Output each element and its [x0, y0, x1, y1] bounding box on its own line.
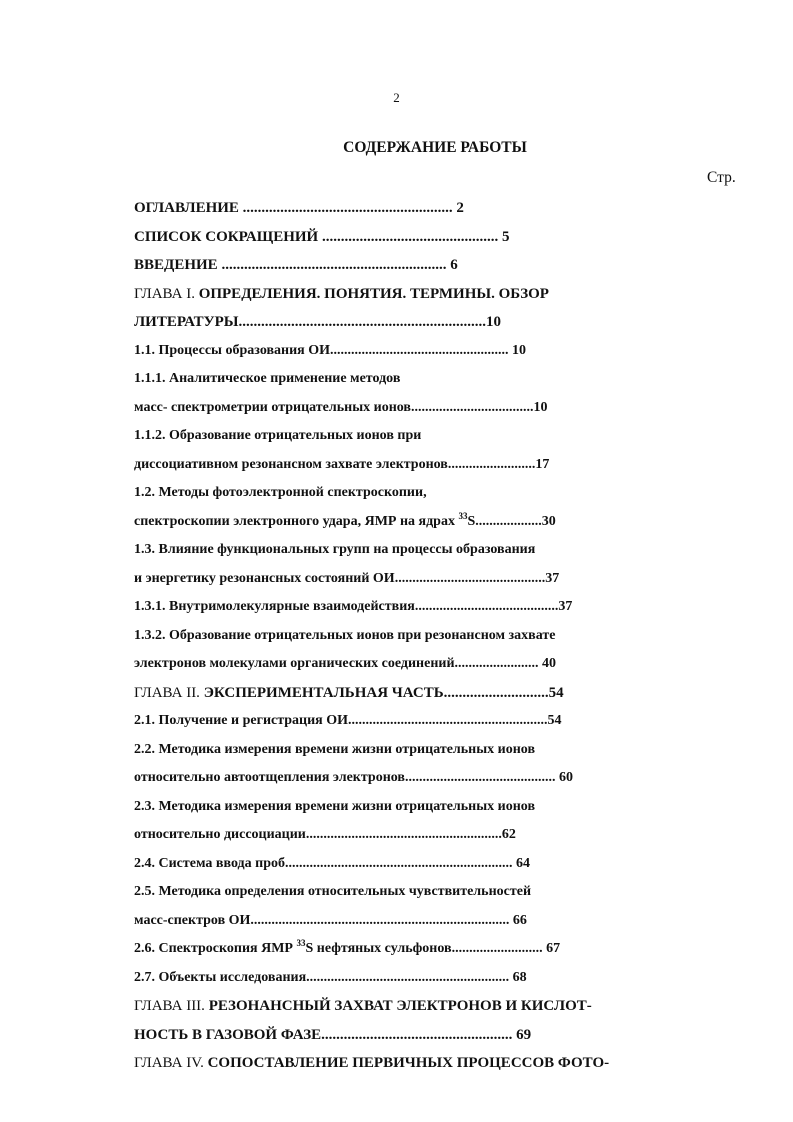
toc-entry-title: электронов молекулами органических соединений — [134, 656, 455, 671]
toc-entry-title: 1.3.2. Образование отрицательных ионов при резонансном захвате — [134, 627, 556, 643]
toc-entry-title: СОПОСТАВЛЕНИЕ ПЕРВИЧНЫХ ПРОЦЕССОВ ФОТО- — [207, 1055, 610, 1071]
toc-leader-dots: ............................................... — [321, 228, 499, 245]
toc-entry — [134, 422, 694, 451]
toc-page-number: 37 — [558, 599, 573, 614]
toc-leader-dots: ................................................... — [321, 1026, 513, 1043]
toc-entry-title: и энергетику резонансных состояний ОИ — [134, 570, 395, 586]
toc-entry-title: 1.1.2. Образование отрицательных ионов при — [134, 428, 422, 443]
toc-chapter-prefix: ГЛАВА II. — [134, 684, 204, 701]
toc-page-number: 10 — [533, 399, 548, 415]
toc-entry — [134, 337, 694, 366]
toc-superscript: 33 — [296, 938, 306, 948]
toc-entry — [134, 479, 694, 508]
toc-leader-dots: ................................................................. — [284, 855, 513, 871]
toc-entry — [134, 1021, 694, 1050]
toc-entry — [134, 764, 694, 793]
toc-page-number: 66 — [509, 912, 527, 928]
toc-entry — [134, 650, 694, 679]
toc-entry-title: РЕЗОНАНСНЫЙ ЗАХВАТ ЭЛЕКТРОНОВ И КИСЛОТ- — [208, 998, 592, 1014]
toc-page-number: 60 — [555, 770, 573, 785]
toc-entry-title: относительно автоотщепления электронов — [134, 770, 405, 785]
toc-entry — [134, 850, 694, 879]
toc-entry — [134, 251, 694, 280]
toc-entry — [134, 223, 694, 252]
toc-superscript: 33 — [458, 510, 468, 521]
toc-entry-title-cont: S нефтяных сульфонов — [305, 941, 452, 956]
toc-leader-dots: ........................................... — [394, 570, 546, 586]
toc-entry-title: 1.3. Влияние функциональных групп на процессы образования — [134, 542, 536, 557]
toc-leader-dots: .......................................................... — [306, 969, 510, 985]
toc-leader-dots: ......................... — [447, 456, 536, 472]
toc-page-number: 17 — [535, 456, 550, 472]
toc-entry-title: НОСТЬ В ГАЗОВОЙ ФАЗЕ — [134, 1026, 322, 1043]
toc-entry — [134, 707, 694, 736]
toc-entry-title: относительно диссоциации — [134, 827, 306, 842]
toc-leader-dots: ........................ — [454, 656, 539, 671]
toc-page-number: 37 — [545, 570, 560, 586]
toc-entry — [134, 508, 694, 537]
toc-entry — [134, 736, 694, 765]
toc-entry — [134, 451, 694, 480]
toc-entry-title: 1.3.1. Внутримолекулярные взаимодействия — [134, 599, 415, 614]
toc-page-number: 64 — [512, 855, 530, 871]
toc-chapter-heading — [134, 992, 694, 1021]
toc-page-number: 54 — [547, 713, 562, 728]
toc-entry — [134, 821, 694, 850]
toc-leader-dots: ................... — [475, 513, 542, 529]
toc-entry-title: диссоциативном резонансном захвате электронов — [134, 456, 448, 472]
toc-page-number: 10 — [508, 342, 527, 358]
toc-entry-title: 2.6. Спектроскопия ЯМР — [134, 941, 297, 956]
toc-entry-title: 2.4. Система ввода проб — [134, 855, 285, 871]
toc-page-number: 5 — [498, 228, 510, 245]
toc-entry — [134, 308, 694, 337]
toc-leader-dots: ................................... — [411, 399, 534, 415]
toc-chapter-prefix: ГЛАВА III. — [134, 998, 209, 1014]
toc-page-number: 6 — [450, 257, 458, 273]
toc-entry-title: 2.1. Получение и регистрация ОИ — [134, 713, 349, 728]
toc-entry-title: 1.1.1. Аналитическое применение методов — [134, 371, 401, 386]
toc-page-number: 40 — [538, 656, 557, 671]
page-column-label: Стр. — [707, 169, 736, 186]
toc-page-number: 10 — [486, 314, 502, 330]
toc-leader-dots: ........................................................ — [242, 200, 453, 216]
toc-entry-title: ВВЕДЕНИЕ — [134, 257, 218, 273]
toc-entry-title: 2.7. Объекты исследования — [134, 969, 307, 985]
toc-entry-title: 1.2. Методы фотоэлектронной спектроскопии, — [134, 485, 427, 500]
toc-page-number: 68 — [509, 969, 527, 985]
toc-entry — [134, 964, 694, 993]
toc-entry-title: ЭКСПЕРИМЕНТАЛЬНАЯ ЧАСТЬ — [203, 684, 444, 701]
toc-page-number: 67 — [542, 941, 561, 956]
toc-entry — [134, 793, 694, 822]
toc-page-number: 30 — [541, 513, 556, 529]
toc-leader-dots: ......................................... — [414, 599, 559, 614]
toc-entry-title: масс-спектров ОИ — [134, 912, 251, 928]
toc-entry-title: 2.3. Методика измерения времени жизни отрицательных ионов — [134, 798, 536, 814]
toc-entry-title: 2.5. Методика определения относительных чувствительностей — [134, 884, 532, 899]
toc-chapter-heading — [134, 679, 694, 708]
toc-entry-title: ЛИТЕРАТУРЫ — [134, 314, 239, 330]
page-title: СОДЕРЖАНИЕ РАБОТЫ — [343, 139, 527, 156]
toc-entry — [134, 194, 694, 223]
toc-leader-dots: .................................................................. — [238, 314, 487, 330]
toc-entry-title: ОГЛАВЛЕНИЕ — [134, 200, 239, 216]
toc-entry — [134, 878, 694, 907]
toc-page-number: 54 — [548, 684, 564, 701]
toc-leader-dots: ........................................... — [404, 770, 556, 785]
toc-page-number: 62 — [501, 827, 516, 842]
toc-leader-dots: .......................... — [451, 941, 543, 956]
table-of-contents — [134, 194, 694, 1078]
toc-leader-dots: ............................................................ — [221, 257, 447, 273]
toc-chapter-prefix: ГЛАВА I. — [134, 285, 199, 302]
toc-entry-title: спектроскопии электронного удара, ЯМР на ядрах — [134, 513, 459, 529]
toc-entry-title: ОПРЕДЕЛЕНИЯ. ПОНЯТИЯ. ТЕРМИНЫ. ОБЗОР — [198, 285, 549, 302]
toc-entry — [134, 622, 694, 651]
toc-page-number: 2 — [456, 200, 464, 216]
toc-entry-title: 2.2. Методика измерения времени жизни отрицательных ионов — [134, 741, 536, 757]
toc-entry — [134, 536, 694, 565]
toc-entry — [134, 394, 694, 423]
toc-chapter-prefix: ГЛАВА IV. — [134, 1055, 208, 1071]
toc-entry — [134, 565, 694, 594]
toc-page-number: 69 — [512, 1026, 532, 1043]
toc-leader-dots: ............................ — [443, 684, 549, 701]
toc-chapter-heading — [134, 280, 694, 309]
toc-chapter-heading — [134, 1049, 694, 1078]
toc-entry — [134, 935, 694, 964]
toc-leader-dots: ........................................................ — [305, 827, 502, 842]
toc-entry — [134, 593, 694, 622]
toc-entry-title-cont: S — [467, 513, 476, 529]
toc-entry — [134, 907, 694, 936]
toc-entry-title: масс- спектрометрии отрицательных ионов — [134, 399, 411, 415]
toc-leader-dots: ................................................... — [330, 342, 509, 358]
toc-entry-title: 1.1. Процессы образования ОИ — [134, 342, 331, 358]
toc-entry-title: СПИСОК СОКРАЩЕНИЙ — [134, 228, 319, 245]
toc-leader-dots: ......................................................... — [348, 713, 548, 728]
page-number: 2 — [393, 90, 400, 105]
toc-leader-dots: .......................................................................... — [250, 912, 510, 928]
toc-entry — [134, 365, 694, 394]
